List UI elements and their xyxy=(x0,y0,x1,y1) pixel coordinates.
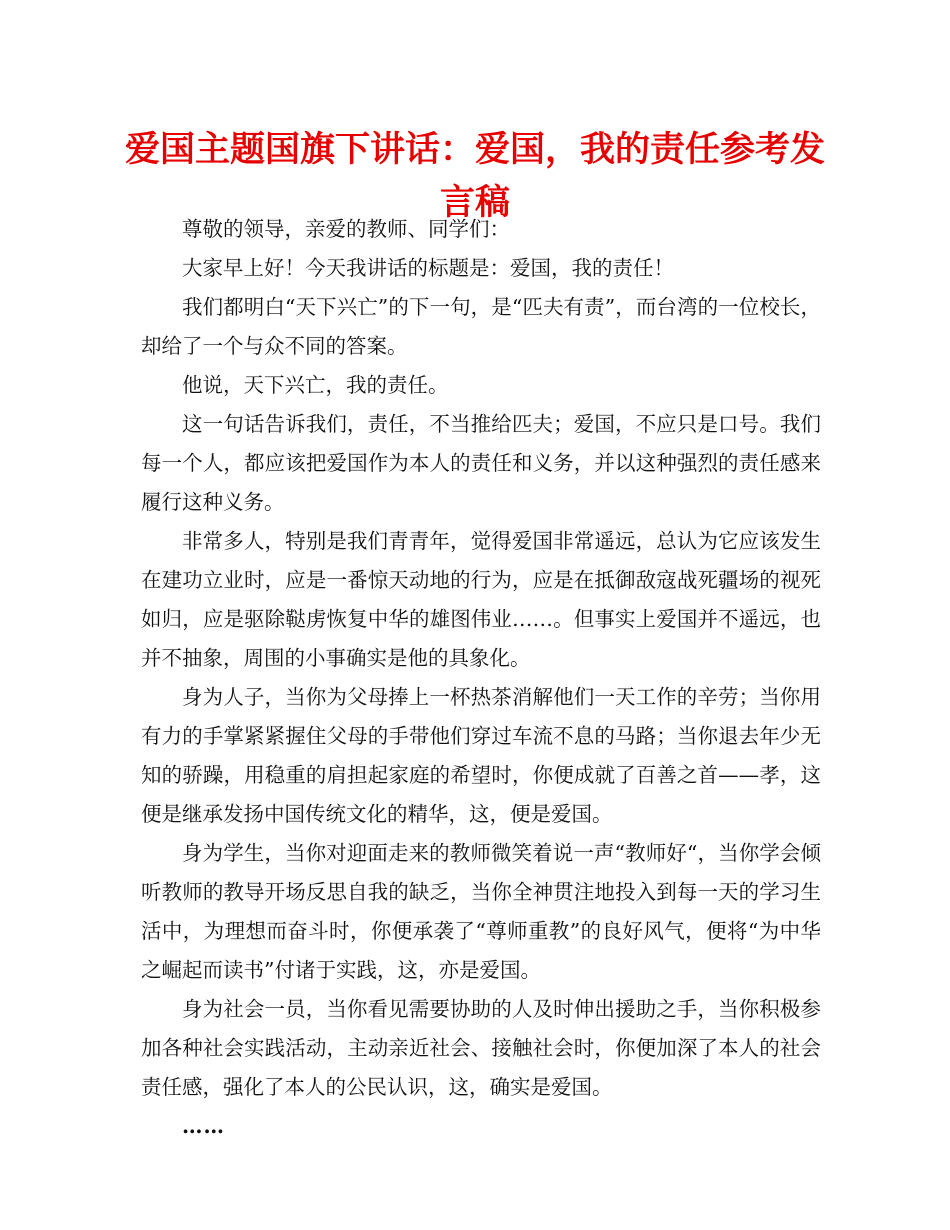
paragraph: 身为学生，当你对迎面走来的教师微笑着说一声“教师好“，当你学会倾听教师的教导开场反思自我的缺乏，当你全神贯注地投入到每一天的学习生活中，为理想而奋斗时，你便承袭了“尊师重教”的良好风气，便将“为中华之崛起而读书”付诸于实践，这，亦是爱国。 xyxy=(141,841,821,982)
paragraph: 身为社会一员，当你看见需要协助的人及时伸出援助之手，当你积极参加各种社会实践活动，主动亲近社会、接触社会时，你便加深了本人的社会责任感，强化了本人的公民认识，这，确实是爱国。 xyxy=(141,997,821,1099)
paragraph: 我们都明白“天下兴亡”的下一句，是“匹夫有责”，而台湾的一位校长，却给了一个与众不同的答案。 xyxy=(141,295,821,358)
paragraph: 他说，天下兴亡，我的责任。 xyxy=(182,373,449,397)
document-title: 爱国主题国旗下讲话：爱国，我的责任参考发言稿 xyxy=(124,130,825,223)
paragraph-ellipsis: …… xyxy=(182,1114,225,1138)
paragraph-opening: 大家早上好！今天我讲话的标题是：爱国，我的责任！ xyxy=(182,256,674,280)
document-body xyxy=(141,210,821,1146)
paragraph: 身为人子，当你为父母捧上一杯热茶消解他们一天工作的辛劳；当你用有力的手掌紧紧握住父母的手带他们穿过车流不息的马路；当你退去年少无知的骄躁，用稳重的肩担起家庭的希望时，你便成就了百善之首——孝，这便是继承发扬中国传统文化的精华，这，便是爱国。 xyxy=(141,685,821,826)
paragraph: 这一句话告诉我们，责任，不当推给匹夫；爱国，不应只是口号。我们每一个人，都应该把爱国作为本人的责任和义务，并以这种强烈的责任感来履行这种义务。 xyxy=(141,412,821,514)
paragraph-greeting: 尊敬的领导，亲爱的教师、同学们： xyxy=(182,217,510,241)
paragraph: 非常多人，特别是我们青青年，觉得爱国非常遥远，总认为它应该发生在建功立业时，应是一番惊天动地的行为，应是在抵御敌寇战死疆场的视死如归，应是驱除鞑虏恢复中华的雄图伟业……。但事实上爱国并不遥远，也并不抽象，周围的小事确实是他的具象化。 xyxy=(141,529,821,670)
